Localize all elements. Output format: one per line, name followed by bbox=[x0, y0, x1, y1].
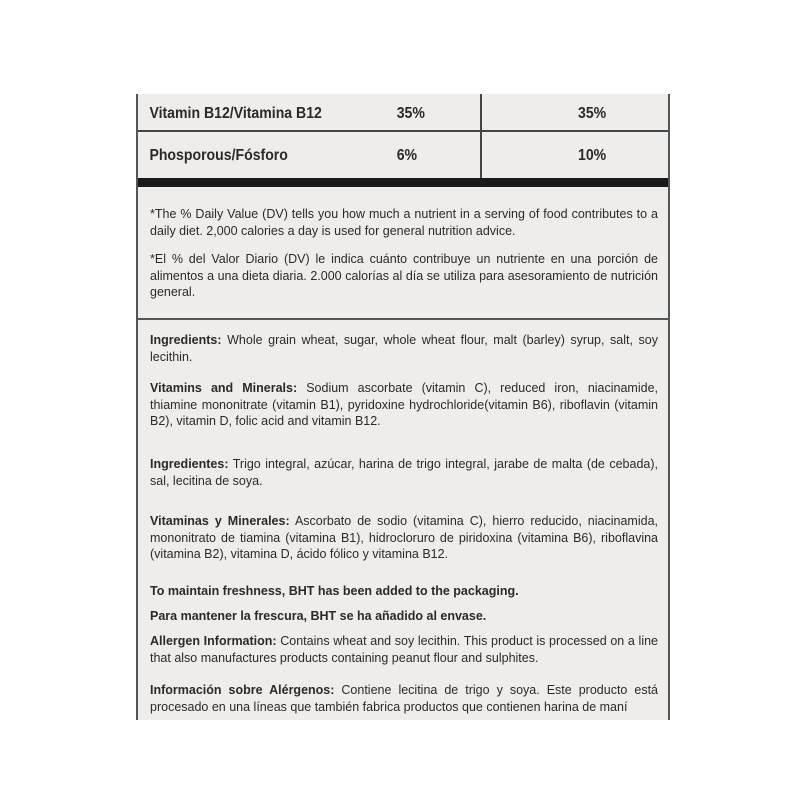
vitamins-es-text: Ascorbato de sodio (vitamina C), hierro reducido, niacinamida, mononitrato de tiamina (vitamina B1), hidrocloruro de piridoxina (vitamina B6), riboflavina (vitamina B2), vitamina D, ácido fólico y vitamina B12. bbox=[150, 514, 658, 561]
allergen-es bbox=[150, 682, 658, 715]
row-divider bbox=[138, 130, 668, 132]
nutrient-name: Phosporous/Fósforo bbox=[149, 147, 288, 164]
freshness-en: To maintain freshness, BHT has been added to the packaging. bbox=[150, 584, 519, 598]
allergen-en-label: Allergen Information: bbox=[150, 634, 277, 648]
ingredients-en bbox=[150, 332, 658, 365]
allergen-es-text: Contiene lecitina de trigo y soya. Este producto está procesado en una líneas que también fabrica productos que contienen harina de maní bbox=[150, 683, 658, 714]
ingredients-es bbox=[150, 456, 658, 489]
allergen-es-label: Información sobre Alérgenos: bbox=[150, 683, 335, 697]
ingredients-en-text: Whole grain wheat, sugar, whole wheat flour, malt (barley) syrup, salt, soy lecithin. bbox=[150, 333, 658, 364]
vitamins-es bbox=[150, 513, 658, 563]
nutrition-label-panel bbox=[136, 94, 670, 720]
nutrient-dv-serving: 35% bbox=[396, 105, 425, 122]
nutrient-row-phosphorus bbox=[138, 136, 668, 176]
allergen-en bbox=[150, 633, 658, 666]
ingredients-es-text: Trigo integral, azúcar, harina de trigo integral, jarabe de malta (de cebada), sal, lecitina de soya. bbox=[150, 457, 658, 488]
nutrient-dv-with-milk: 35% bbox=[578, 105, 607, 122]
nutrient-dv-serving: 6% bbox=[396, 147, 418, 164]
footnote-es: *El % del Valor Diario (DV) le indica cuánto contribuye un nutriente en una porción de alimentos a una dieta diaria. 2.000 calorías al día se utiliza para asesoramiento de nutrición general. bbox=[150, 252, 658, 299]
ingredients-en-label: Ingredients: bbox=[150, 333, 222, 347]
vitamins-en-label: Vitamins and Minerals: bbox=[150, 381, 298, 395]
column-divider bbox=[480, 94, 482, 178]
thick-rule bbox=[138, 178, 668, 187]
ingredients-es-label: Ingredientes: bbox=[150, 457, 229, 471]
nutrient-dv-with-milk: 10% bbox=[578, 147, 607, 164]
nutrient-row-vitamin-b12 bbox=[138, 94, 668, 134]
vitamins-en-text: Sodium ascorbate (vitamin C), reduced iron, niacinamide, thiamine mononitrate (vitamin B1), pyridoxine hydrochloride(vitamin B6), riboflavin (vitamin B2), vitamin D, folic acid and vitamin B12. bbox=[150, 381, 658, 428]
allergen-en-text: Contains wheat and soy lecithin. This product is processed on a line that also manufactures products containing peanut flour and sulphites. bbox=[150, 634, 658, 665]
footnote-en: *The % Daily Value (DV) tells you how much a nutrient in a serving of food contributes to a daily diet. 2,000 calories a day is used for general nutrition advice. bbox=[150, 207, 658, 238]
section-divider bbox=[138, 318, 668, 320]
vitamins-en bbox=[150, 380, 658, 430]
nutrient-name: Vitamin B12/Vitamina B12 bbox=[149, 105, 322, 122]
vitamins-es-label: Vitaminas y Minerales: bbox=[150, 514, 290, 528]
freshness-es: Para mantener la frescura, BHT se ha añadido al envase. bbox=[150, 609, 487, 623]
